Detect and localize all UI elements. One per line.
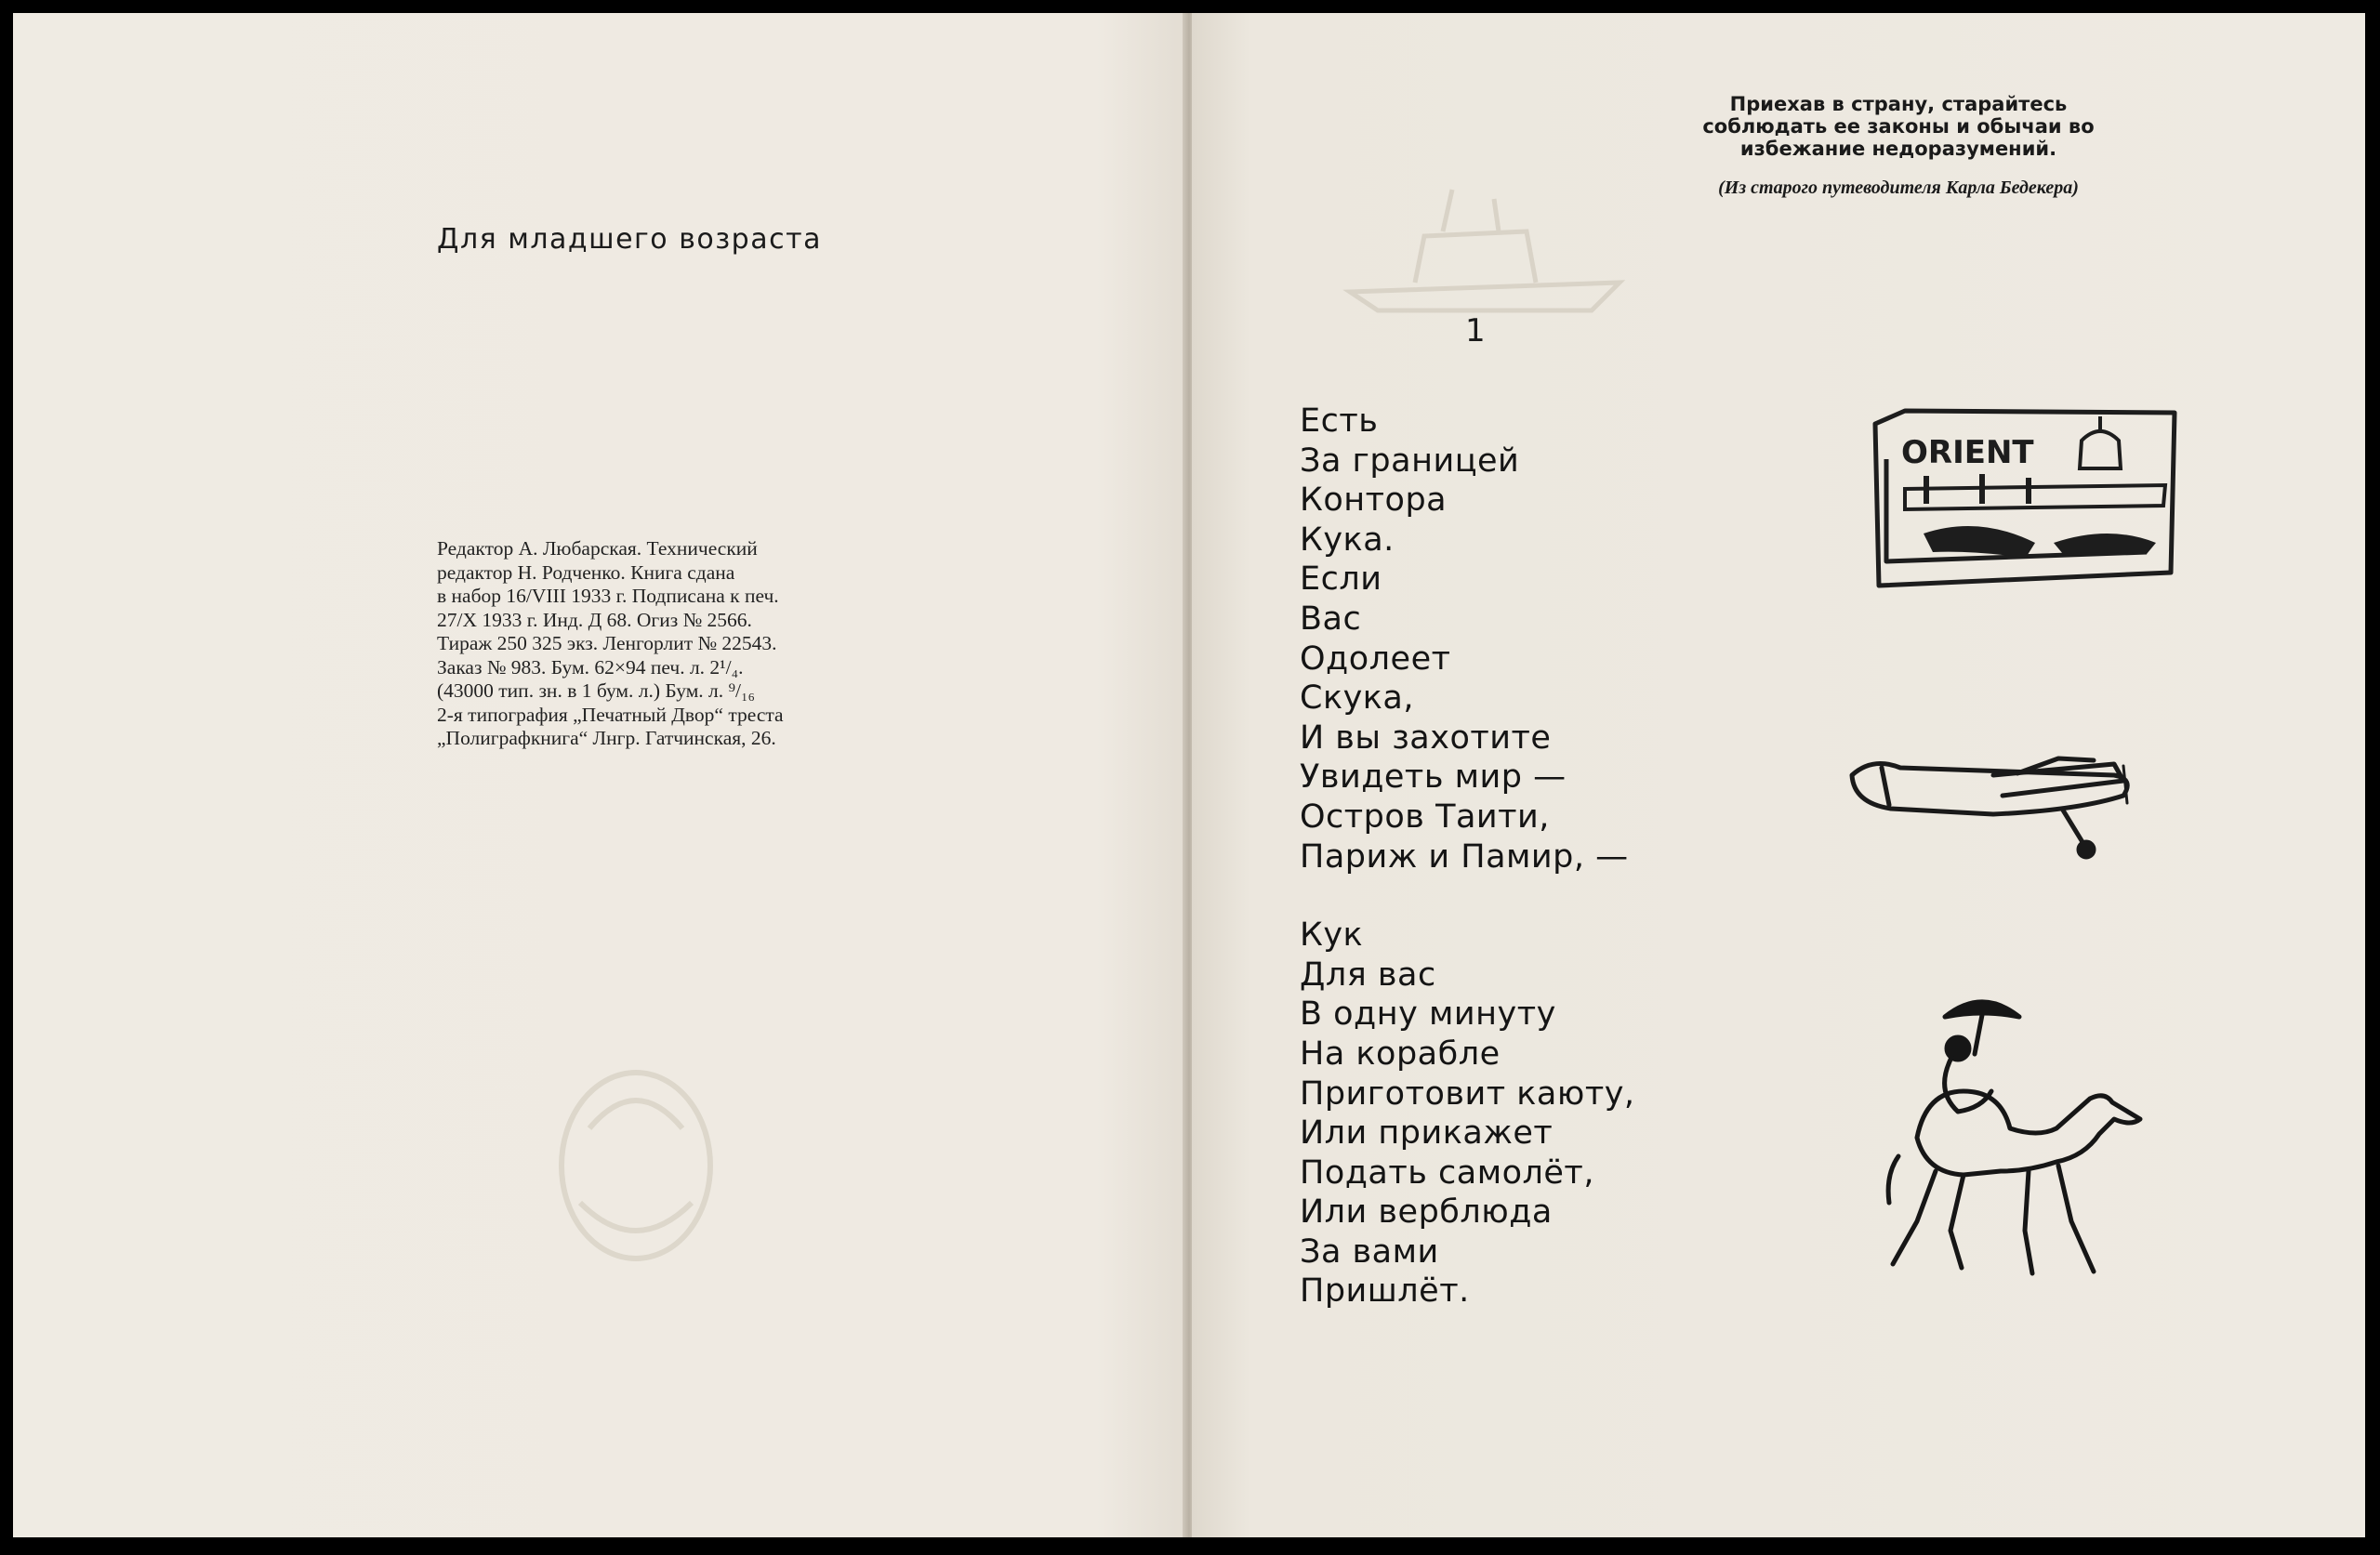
imprint-line: (43000 тип. зн. в 1 бум. л.) Бум. л. ⁹/₁₆	[437, 679, 755, 702]
poem-line: И вы захотите	[1300, 718, 1552, 757]
poem-line: Кук	[1300, 916, 1364, 955]
poem	[1300, 402, 1635, 1311]
epigraph: Приехав в страну, старайтесь соблюдать ее законы и обычаи во избежание недоразумений.	[1702, 93, 2095, 160]
age-label: Для младшего возраста	[437, 223, 822, 256]
poem-line: Вас	[1300, 600, 1362, 638]
poem-line: За вами	[1300, 1232, 1439, 1271]
svg-text:ORIENT: ORIENT	[1901, 434, 2034, 471]
poem-line: Или верблюда	[1300, 1193, 1553, 1232]
right-page	[1192, 13, 2365, 1537]
imprint-line: в набор 16/VIII 1933 г. Подписана к печ.	[437, 585, 779, 607]
airplane-icon	[1844, 747, 2142, 877]
poem-line: Для вас	[1300, 955, 1436, 994]
camel-rider-icon	[1861, 989, 2177, 1286]
stanza-gap	[1300, 876, 1635, 916]
show-through-ornament-icon	[534, 1054, 738, 1277]
imprint-line: Заказ № 983. Бум. 62×94 печ. л. 2¹/₄.	[437, 655, 744, 679]
imprint-block	[437, 537, 920, 751]
poem-line: Контора	[1300, 481, 1448, 520]
poem-line: Или прикажет	[1300, 1114, 1554, 1153]
poem-line: Пришлёт.	[1300, 1272, 1470, 1311]
poem-line: Остров Таити,	[1300, 797, 1550, 836]
left-page	[13, 13, 1190, 1537]
chapter-number: 1	[1465, 312, 1486, 349]
imprint-line: Тираж 250 325 экз. Ленгорлит № 22543.	[437, 632, 777, 654]
imprint-line: „Полиграфкнига“ Лнгр. Гатчинская, 26.	[437, 727, 776, 749]
poem-line: На корабле	[1300, 1034, 1501, 1073]
orient-poster-icon	[1868, 403, 2180, 591]
poem-line: В одну минуту	[1300, 995, 1556, 1034]
poem-line: Приготовит каюту,	[1300, 1074, 1635, 1113]
imprint-line: Редактор А. Любарская. Технический	[437, 537, 758, 560]
poem-line: Подать самолёт,	[1300, 1153, 1594, 1192]
poem-line: Париж и Памир, —	[1300, 837, 1629, 876]
imprint-line: редактор Н. Родченко. Книга сдана	[437, 560, 735, 584]
poem-line: Кука.	[1300, 521, 1395, 559]
poem-line: Увидеть мир —	[1300, 758, 1567, 797]
poem-line: Есть	[1300, 402, 1379, 440]
poem-line: Одолеет	[1300, 639, 1451, 678]
poem-line: Скука,	[1300, 679, 1415, 718]
imprint-line: 2-я типография „Печатный Двор“ треста	[437, 703, 784, 726]
imprint-line: 27/X 1933 г. Инд. Д 68. Огиз № 2566.	[437, 608, 752, 631]
poem-line: Если	[1300, 560, 1382, 599]
poem-line: За границей	[1300, 441, 1520, 480]
epigraph-source: (Из старого путеводителя Карла Бедекера)	[1718, 178, 2079, 198]
show-through-ship-icon	[1341, 180, 1638, 320]
